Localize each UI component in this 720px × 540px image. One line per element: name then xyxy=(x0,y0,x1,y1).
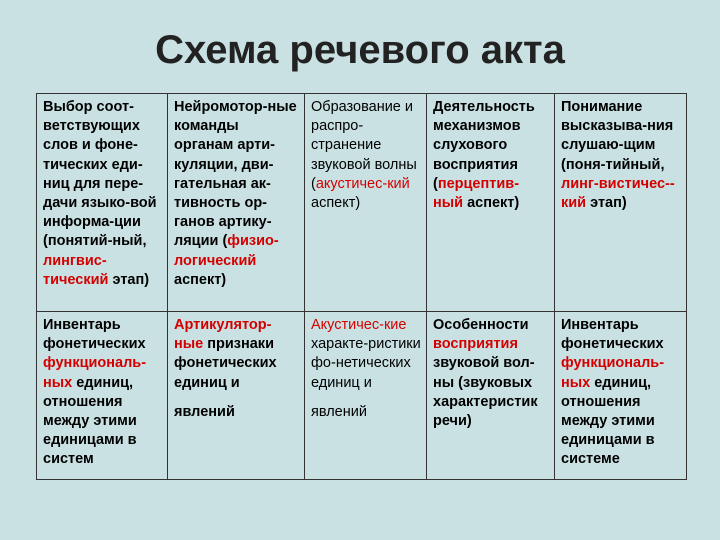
table-cell xyxy=(168,94,305,312)
highlighted-term: функциональ-ных xyxy=(43,355,147,391)
highlighted-term: перцептив-ный xyxy=(433,175,520,212)
cell-text: Нейромотор-ные команды органам арти-куляции, дви-гательная ак-тивность ор-ганов артику-ляции ( xyxy=(174,99,297,250)
cell-text: Инвентарь фонетических xyxy=(561,317,664,353)
table-row xyxy=(37,312,687,480)
cell-text: звуковой вол-ны (звуковых характеристик речи) xyxy=(433,355,538,430)
highlighted-term: физио-логический xyxy=(174,233,279,269)
highlighted-term: Акустичес-кие xyxy=(311,317,407,333)
table-cell xyxy=(305,94,427,312)
cell-text: этап) xyxy=(586,195,627,212)
highlighted-term: функциональ-ных xyxy=(561,355,665,391)
table-cell xyxy=(427,312,555,480)
table-cell xyxy=(37,94,168,312)
table-cell xyxy=(168,312,305,480)
cell-text: аспект) xyxy=(463,195,520,212)
table-cell xyxy=(37,312,168,480)
table-cell xyxy=(305,312,427,480)
cell-text: аспект) xyxy=(174,271,227,288)
highlighted-term: линг-вистичес--кий xyxy=(561,175,675,212)
cell-text: единиц, отношения между этими единицами в систем xyxy=(43,374,137,468)
cell-text: этап) xyxy=(108,271,150,288)
table-row xyxy=(37,94,687,312)
cell-text: характе-ристики фо-нетических единиц и xyxy=(311,336,421,391)
highlighted-term: восприятия xyxy=(433,336,518,353)
cell-text: Деятельность механизмов слухового восприятия ( xyxy=(433,99,535,192)
table-cell xyxy=(555,312,687,480)
cell-text: Инвентарь фонетических xyxy=(43,317,146,353)
highlighted-term: лингвис-тический xyxy=(43,252,109,288)
highlighted-term: Артикулятор-ные xyxy=(174,317,272,353)
page-title: Схема речевого акта xyxy=(155,28,565,72)
cell-text: единиц, отношения между этими единицами в системе xyxy=(561,374,655,468)
cell-text: Понимание высказыва-ния слушаю-щим (поня-тийный, xyxy=(561,99,674,173)
cell-text: Образование и распро-странение звуковой волны ( xyxy=(311,99,417,192)
cell-text: явлений xyxy=(174,403,235,420)
cell-text: Особенности xyxy=(433,317,529,333)
cell-text: явлений xyxy=(311,403,367,420)
highlighted-term: акустичес-кий xyxy=(315,175,410,192)
cell-text: Выбор соот-ветствующих слов и фоне-тических еди-ниц для пере-дачи языко-вой информа-ции (понятий-ный, xyxy=(43,99,157,250)
cell-text: признаки фонетических единиц и xyxy=(174,336,277,391)
cell-text: аспект) xyxy=(311,195,361,212)
table-cell xyxy=(555,94,687,312)
speech-act-table xyxy=(36,93,687,480)
table-cell xyxy=(427,94,555,312)
